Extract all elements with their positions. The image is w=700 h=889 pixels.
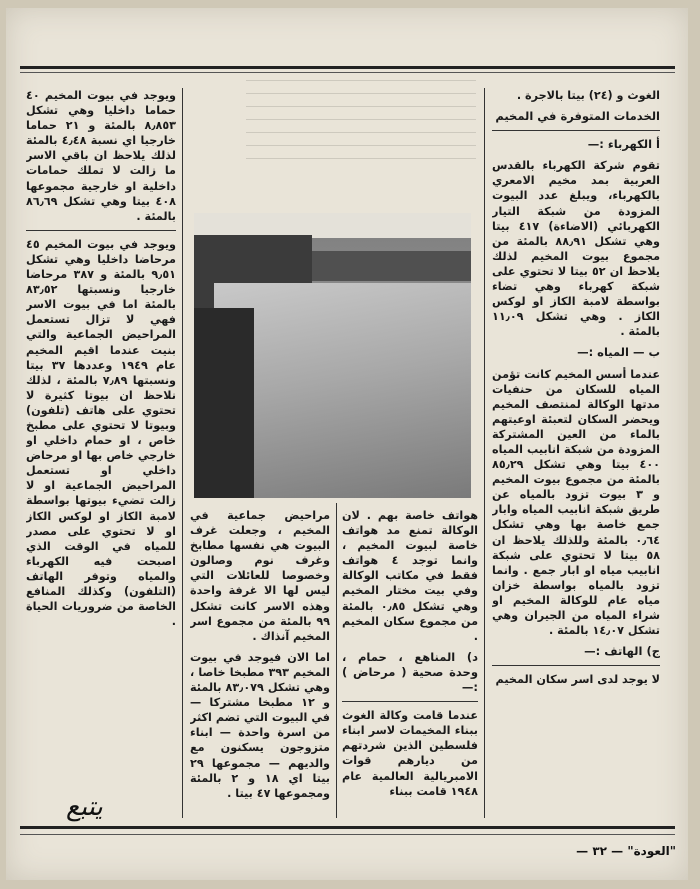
separator	[492, 130, 660, 131]
continued-signature: يتبع	[66, 792, 103, 822]
column-divider	[182, 88, 183, 818]
paragraph-toilets: مراحيض جماعية في المخيم ، وجعلت غرف البيوت هي نفسها مطابخ وغرف نوم وصالون وخصوصا للعائلات التي ليس لها الا غرفة واحدة وهذه الاسر كانت تشكل ٩٩ بالمئة من مجموع اسر المخيم آنذاك .	[190, 509, 330, 643]
top-rule	[20, 66, 675, 69]
column-divider	[336, 503, 337, 818]
page-footer: "العودة" — ٣٢ —	[576, 844, 676, 858]
bleed-through-text	[246, 80, 476, 160]
paragraph-baths: ويوجد في بيوت المخيم ٤٠ حماما داخليا وهي تشكل ٨٫٨٥٣ بالمئة و ٢١ حماما خارجيا اي نسبة ٤٫٤٨ بالمئة لذلك يلاحظ ان باقي الاسر ما زالت لا تملك حمامات داخلية او خارجية مجموعها ٤٠٨ بيتا وهي تشكل ٨٦٫٦٩ بالمئة .	[26, 89, 176, 223]
camp-street-photo	[194, 213, 471, 498]
section-heading: الخدمات المتوفرة في المخيم	[495, 109, 660, 124]
paragraph-phone: لا يوجد لدى اسر سكان المخيم	[495, 673, 660, 687]
top-rule-thin	[20, 72, 675, 73]
column-3	[190, 508, 330, 818]
subheading-phone: ج) الهاتف :—	[584, 644, 660, 659]
paragraph-water: عندما أسس المخيم كانت تؤمن المياه للسكان من حنفيات مدتها الوكالة لمنتصف المخيم ويحضر السكان لتعبئة اوعيتهم بالماء من العين المشتركة المزودة من شبكة انابيب المياه ٤٠٠ بيتا وهي تشكل ٨٥٫٢٩ بالمئة من مجموع بيوت المخيم و ٣ بيوت تزود بالمياه عن طريق شبكة انابيب المياه وابار جمع خاصة بها وهي تشكل ٠٫٦٤ بالمئة وللذلك يلاحظ ان ٥٨ بيتا لا تحتوي على شبكة انابيب مياه او ابار جمع . وانما تزود بالمياه بواسطة خزان مياه عام للوكالة المخيم او شراء المياه من الجيران وهي تشكل ١٤٫٠٧ بالمئة .	[492, 367, 660, 638]
column-divider	[484, 88, 485, 818]
column-1	[492, 88, 660, 818]
col1-top: الغوث و (٢٤) بيتا بالاجرة .	[516, 89, 660, 102]
separator	[26, 230, 176, 231]
paragraph-lavatories: ويوجد في بيوت المخيم ٤٥ مرحاضا داخليا وهي تشكل ٩٫٥١ بالمئة و ٣٨٧ مرحاضا خارجيا ونسبتها ٨٣٫٥٢ بالمئة اما في بيوت الاسر فهي لا تزال تستعمل المراحيض الجماعية والتي بنيت عندما اقيم المخيم عام ١٩٤٩ وعددها ٣٧ بيتا ونسبتها ٧٫٨٩ بالمئة ، لذلك نلاحظ ان بيوتا كثيرة لا تحتوي على هاتف (تلفون) وبيوتا لا تحتوي على مطبخ خاص ، او حمام داخلي او خارجي خاص بها او مرحاض داخلي او تستعمل المراحيض الجماعية او لا زالت تضيء بيوتها بواسطة لامبة الكاز او لوكس الكاز او لا تحتوي على مصدر للمياه في الوقت الذي اصبحت فيه الكهرباء والمياه وتوفر الهاتف (التلفون) وكذلك المنافع الخاصة من ضروريات الحياة .	[26, 237, 176, 629]
bottom-rule	[20, 826, 675, 829]
subheading-electricity: أ الكهرباء :—	[587, 137, 660, 152]
bottom-rule-thin	[20, 834, 675, 835]
subheading-sanitation: د) المناهع ، حمام ، وحدة صحية ( مرحاض ) :—	[342, 649, 478, 695]
separator	[492, 665, 660, 666]
paragraph-sanitation: عندما قامت وكالة الغوث ببناء المخيمات لاسر ابناء فلسطين الذين شردتهم من ديارهم قوات الامبريالية العالمية عام ١٩٤٨ قامت ببناء	[342, 709, 478, 798]
column-2	[342, 508, 478, 818]
magazine-page	[6, 8, 688, 880]
paragraph-kitchens: اما الان فيوجد في بيوت المخيم ٣٩٣ مطبخا خاصا ، وهي تشكل ٨٣٫٠٧٩ بالمئة و ١٢ مطبخا مشتركا — في البيوت التي تضم اكثر من اسرة واحدة — ابناء متزوجون يسكنون مع والديهم — مجموعها ٢٩ بيتا اي ١٨ و ٢ بالمئة ومجموعها ٤٧ بيتا .	[190, 650, 330, 800]
column-4	[26, 88, 176, 788]
subheading-water: ب — المياه :—	[577, 345, 660, 360]
separator	[342, 701, 478, 702]
paragraph-phone-cont: هواتف خاصة بهم . لان الوكالة تمنع مد هواتف خاصة لبيوت المخيم ، وانما توجد ٤ هواتف فقط في مكاتب الوكالة وفي بيت مختار المخيم وهي تشكل ٠٫٨٥ بالمئة من مجموع سكان المخيم .	[342, 509, 478, 643]
paragraph-electricity: تقوم شركة الكهرباء بالقدس العربية بمد مخيم الامعري بالكهرباء، ويبلغ عدد البيوت المزودة من شبكة التيار الكهربائي (الاضاءة) ٤١٧ بيتا وهي تشكل ٨٨٫٩١ بالمئة من مجموع بيوت المخيم لذلك يلاحظ ان ٥٢ بيتا لا تحتوي على شبكة كهرباء وهي تضاء بواسطة لامبة الكاز او لوكس الكاز . وهي تشكل ١١٫٠٩ بالمئة .	[492, 159, 660, 339]
